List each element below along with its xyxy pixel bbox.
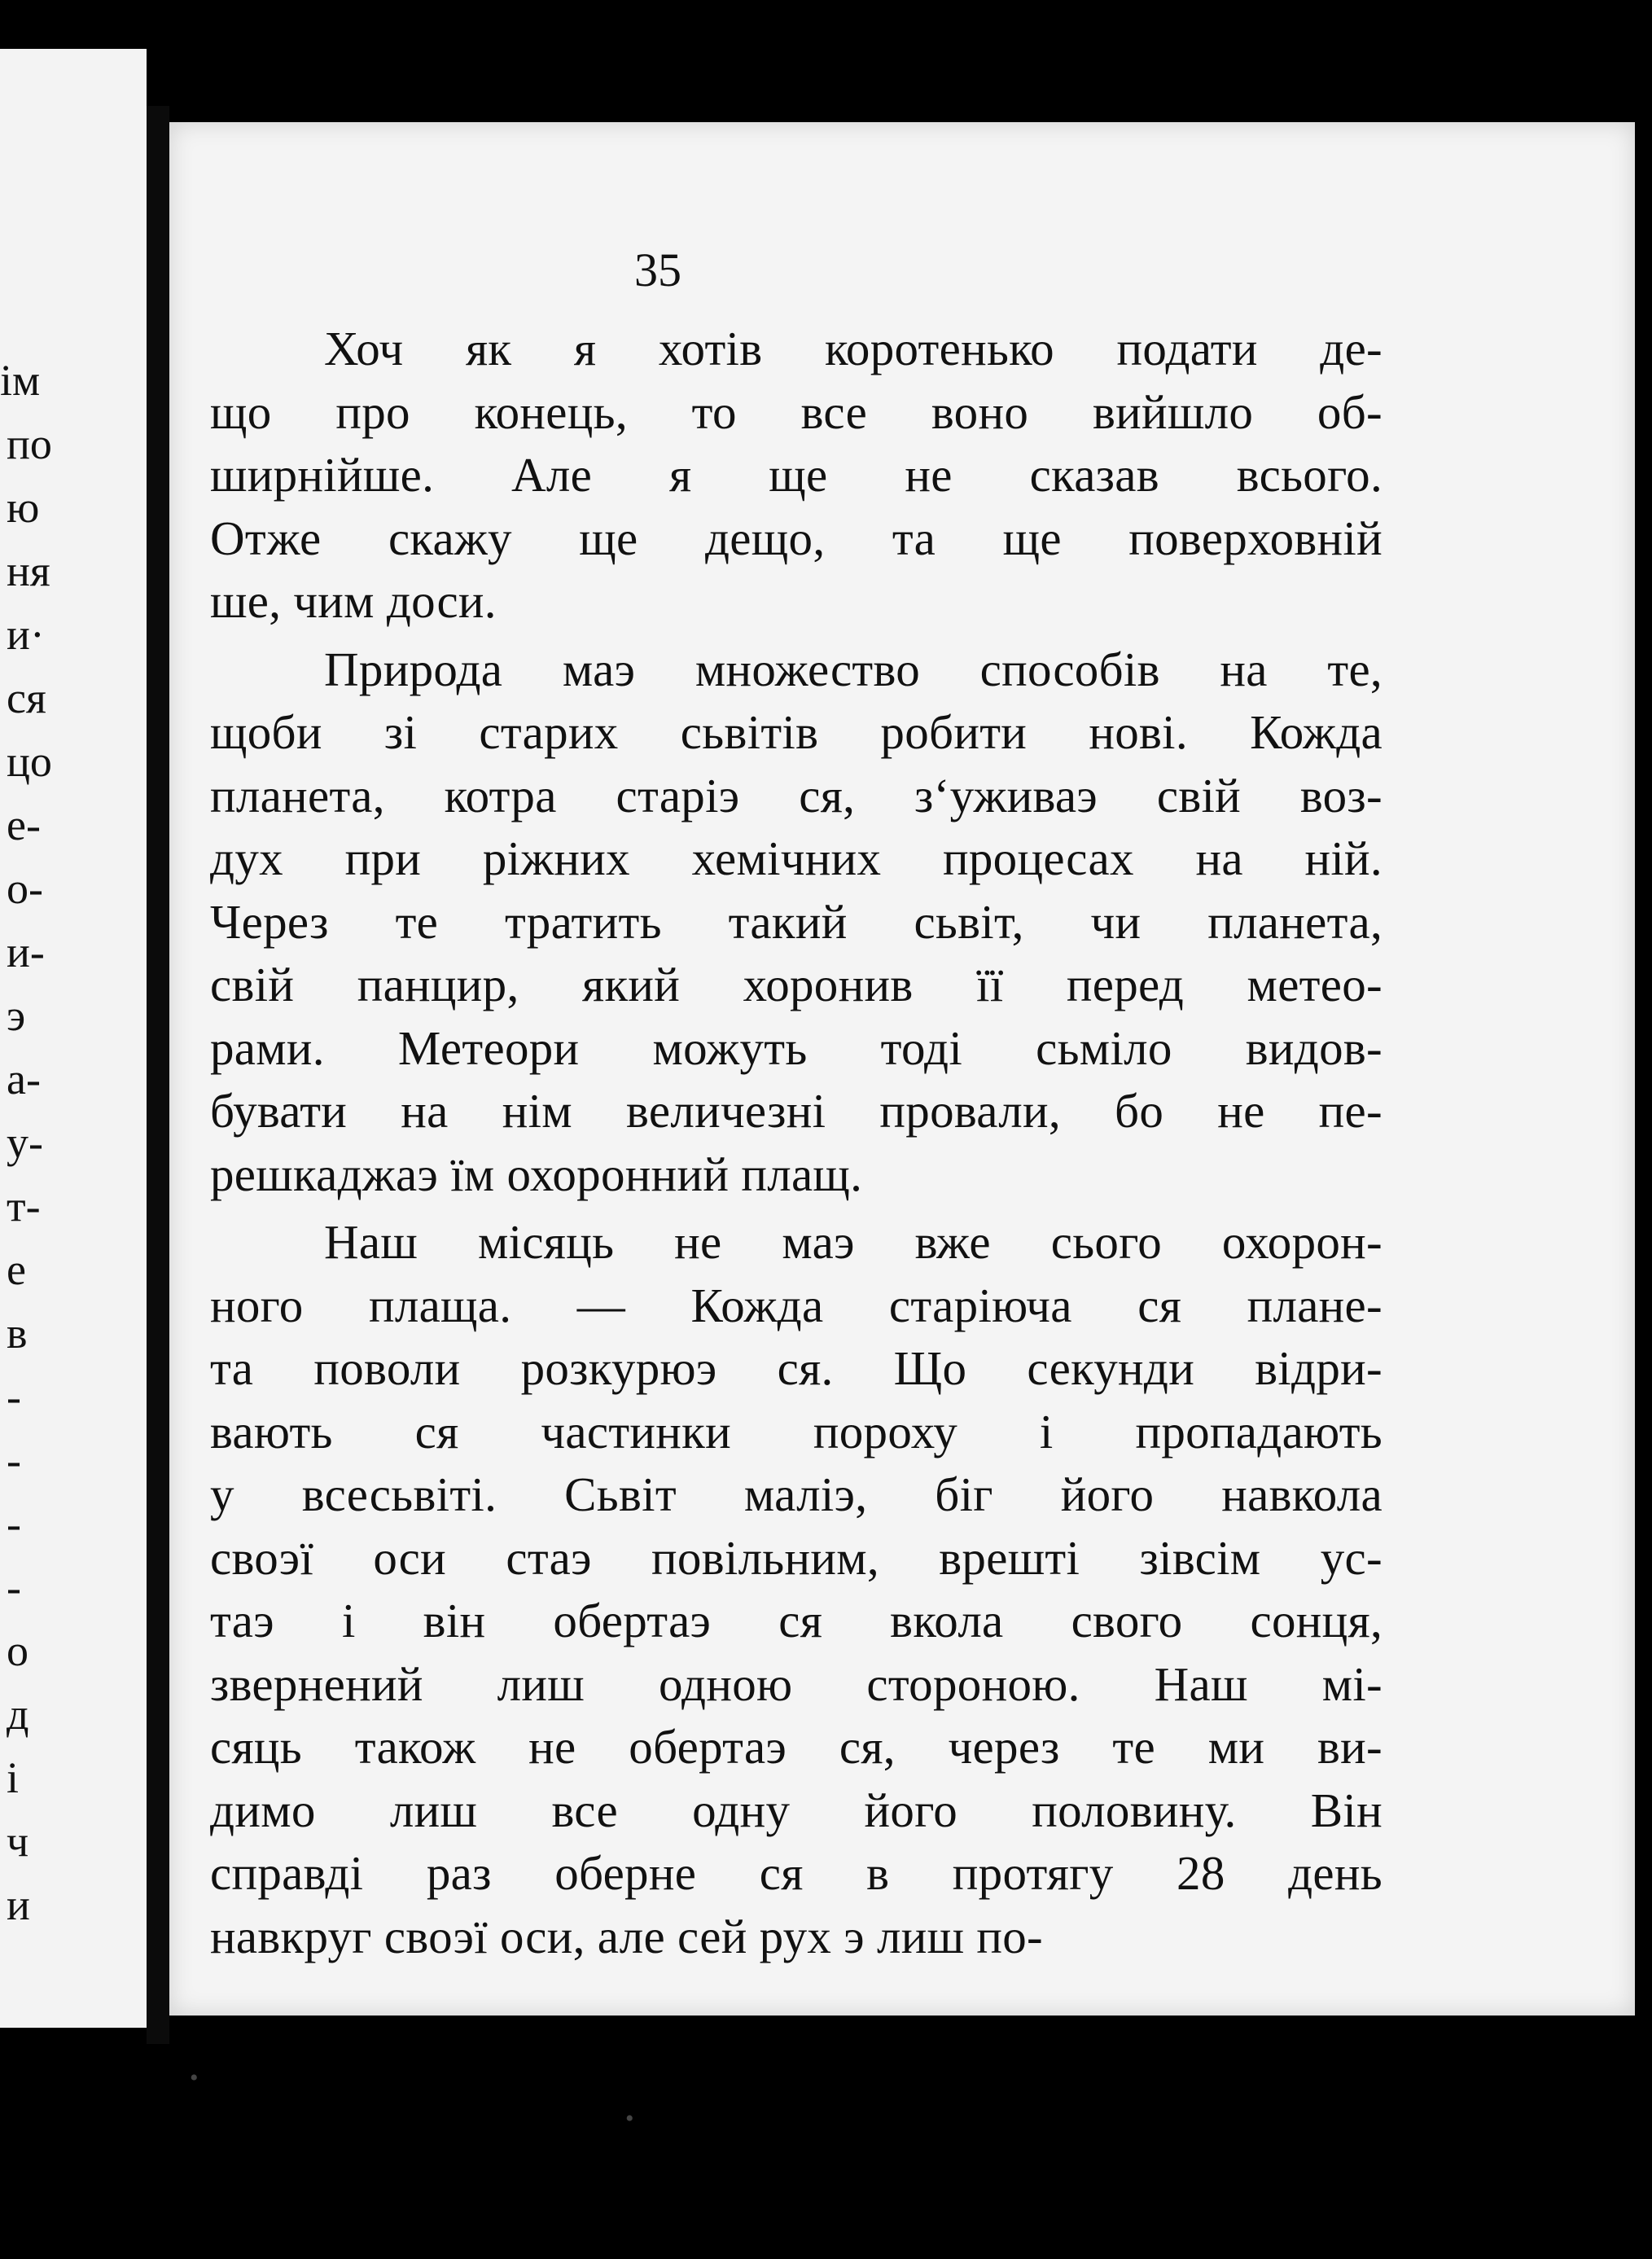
facing-page-fragment: э <box>7 991 26 1040</box>
text-line: рами. Метеори можуть тоді сьміло видов- <box>210 1020 1383 1075</box>
facing-page-fragment: о- <box>7 864 43 913</box>
book-page <box>169 122 1635 2132</box>
text-line: планета, котра старіэ ся, з‘уживаэ свій воз- <box>210 768 1383 822</box>
text-line: решкаджаэ їм охоронний плащ. <box>210 1147 863 1201</box>
text-line: щоби зі старих сьвітів робити нові. Кожда <box>210 705 1383 759</box>
facing-page-fragment: - <box>7 1372 21 1421</box>
facing-page-fragment: о <box>7 1626 28 1675</box>
text-line: ше, чим доси. <box>210 574 497 628</box>
facing-page-fragment: - <box>7 1436 21 1485</box>
text-line: таэ і він обертаэ ся вкола свого сонця, <box>210 1594 1383 1647</box>
facing-page-fragment: ім <box>0 356 41 405</box>
facing-page-fragment: - <box>7 1563 21 1612</box>
text-line: навкруг своэї оси, але сей рух э лиш по- <box>210 1909 1043 1963</box>
text-line: та поволи розкурюэ ся. Що секунди відри- <box>210 1341 1383 1395</box>
page-body <box>210 318 1383 1968</box>
facing-page-fragment: - <box>7 1499 21 1548</box>
facing-page-fragment: е- <box>7 801 41 849</box>
text-line: сяць також не обертаэ ся, через те ми ви- <box>210 1720 1383 1774</box>
text-line: у всесьвіті. Сьвіт маліэ, біг його навкола <box>210 1467 1383 1521</box>
paragraph <box>210 318 1383 634</box>
text-line: димо лиш все одну його половину. Він <box>210 1783 1383 1837</box>
facing-page-fragment: ня <box>7 546 50 595</box>
facing-page-fragment: ю <box>7 483 40 532</box>
facing-page-fragment: цо <box>7 737 52 786</box>
facing-page-fragment: и <box>7 1880 30 1929</box>
text-line: Природа маэ множество способів на те, <box>324 642 1383 696</box>
facing-page-fragment: а- <box>7 1055 41 1103</box>
facing-page-fragment: д <box>7 1690 29 1739</box>
text-line: свій панцир, який хоронив її перед метео- <box>210 958 1383 1011</box>
page-number: 35 <box>634 243 681 296</box>
facing-page-fragment: и- <box>7 928 45 976</box>
text-line: дух при ріжних хемічних процесах на ній. <box>210 831 1383 885</box>
facing-page-fragment: ся <box>7 673 46 722</box>
ink-speck: • <box>625 2105 634 2132</box>
book-gutter <box>147 106 169 2044</box>
text-line: вають ся частинки пороху і пропадають <box>210 1404 1383 1458</box>
facing-page-fragment: е <box>7 1245 26 1294</box>
paragraph <box>210 638 1383 1207</box>
text-line: справді раз оберне ся в протягу 28 день <box>210 1846 1383 1900</box>
text-line: своэї оси стаэ повільним, врешті зівсім ус- <box>210 1530 1383 1585</box>
text-line: ного плаща. — Кожда старіюча ся плане- <box>210 1278 1383 1332</box>
facing-page-edge <box>0 49 147 2028</box>
facing-page-fragment: т- <box>7 1182 41 1230</box>
text-line: Наш місяць не маэ вже сього охорон- <box>324 1215 1383 1269</box>
facing-page-fragment: у- <box>7 1118 43 1167</box>
text-line: ширнійше. Але я ще не сказав всього. <box>210 448 1383 502</box>
facing-page-fragment: и· <box>7 610 45 659</box>
text-line: звернений лиш одною стороною. Наш мі- <box>210 1656 1383 1711</box>
text-line: Отже скажу ще дещо, та ще поверховній <box>210 511 1383 565</box>
text-line: що про конець, то все воно вийшло об- <box>210 384 1383 439</box>
paragraph <box>210 1211 1383 1968</box>
facing-page-fragment: по <box>7 419 52 468</box>
facing-page-fragment: в <box>7 1309 28 1358</box>
facing-page-fragment: і <box>7 1753 20 1802</box>
text-line: бувати на нім величезні провали, бо не пе- <box>210 1084 1383 1138</box>
ink-speck: • <box>190 2064 199 2091</box>
text-line: Через те тратить такий сьвіт, чи планета, <box>210 894 1383 949</box>
facing-page-fragment: ч <box>7 1817 29 1866</box>
text-line: Хоч як я хотів коротенько подати де- <box>324 322 1383 375</box>
